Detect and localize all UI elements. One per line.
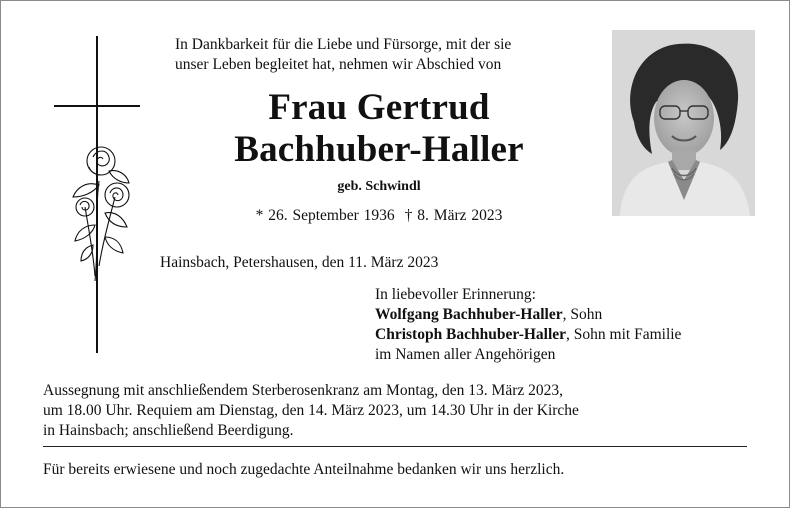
mourner-1-relation: , Sohn xyxy=(562,306,603,323)
portrait-photo xyxy=(612,30,755,216)
birth-name: geb. Schwindl xyxy=(337,179,421,194)
name-line-1: Frau Gertrud xyxy=(268,87,490,128)
mourner-2-name: Christoph Bachhuber-Haller xyxy=(375,326,567,343)
service-line-3: in Hainsbach; anschließend Beerdigung. xyxy=(43,422,294,439)
mourner-1 xyxy=(375,305,775,325)
intro-line-2: unser Leben begleitet hat, nehmen wir Abschied von xyxy=(175,56,502,73)
death-date: † 8. März 2023 xyxy=(404,207,503,224)
mourners-closing: im Namen aller Angehörigen xyxy=(375,346,556,363)
place-and-date: Hainsbach, Petershausen, den 11. März 2023 xyxy=(160,254,439,271)
cross-horizontal-bar xyxy=(54,105,140,107)
intro-line-1: In Dankbarkeit für die Liebe und Fürsorge, mit der sie xyxy=(175,36,512,53)
roses-illustration xyxy=(65,141,137,283)
name-line-2: Bachhuber-Haller xyxy=(234,129,524,170)
mourner-2 xyxy=(375,325,775,345)
thanks-text: Für bereits erwiesene und noch zugedachte Anteilnahme bedanken wir uns herzlich. xyxy=(43,461,565,478)
mourners-block xyxy=(375,285,775,365)
mourners-heading: In liebevoller Erinnerung: xyxy=(375,286,536,303)
mourner-2-relation: , Sohn mit Familie xyxy=(566,326,682,343)
intro-text xyxy=(175,35,605,75)
life-dates xyxy=(151,207,607,225)
birth-date: * 26. September 1936 xyxy=(255,207,395,224)
service-details xyxy=(43,381,763,441)
divider xyxy=(43,446,747,447)
mourner-1-name: Wolfgang Bachhuber-Haller xyxy=(375,306,563,323)
service-line-2: um 18.00 Uhr. Requiem am Dienstag, den 14. März 2023, um 14.30 Uhr in der Kirche xyxy=(43,402,579,419)
deceased-name xyxy=(151,87,607,171)
service-line-1: Aussegnung mit anschließendem Sterberosenkranz am Montag, den 13. März 2023, xyxy=(43,382,563,399)
